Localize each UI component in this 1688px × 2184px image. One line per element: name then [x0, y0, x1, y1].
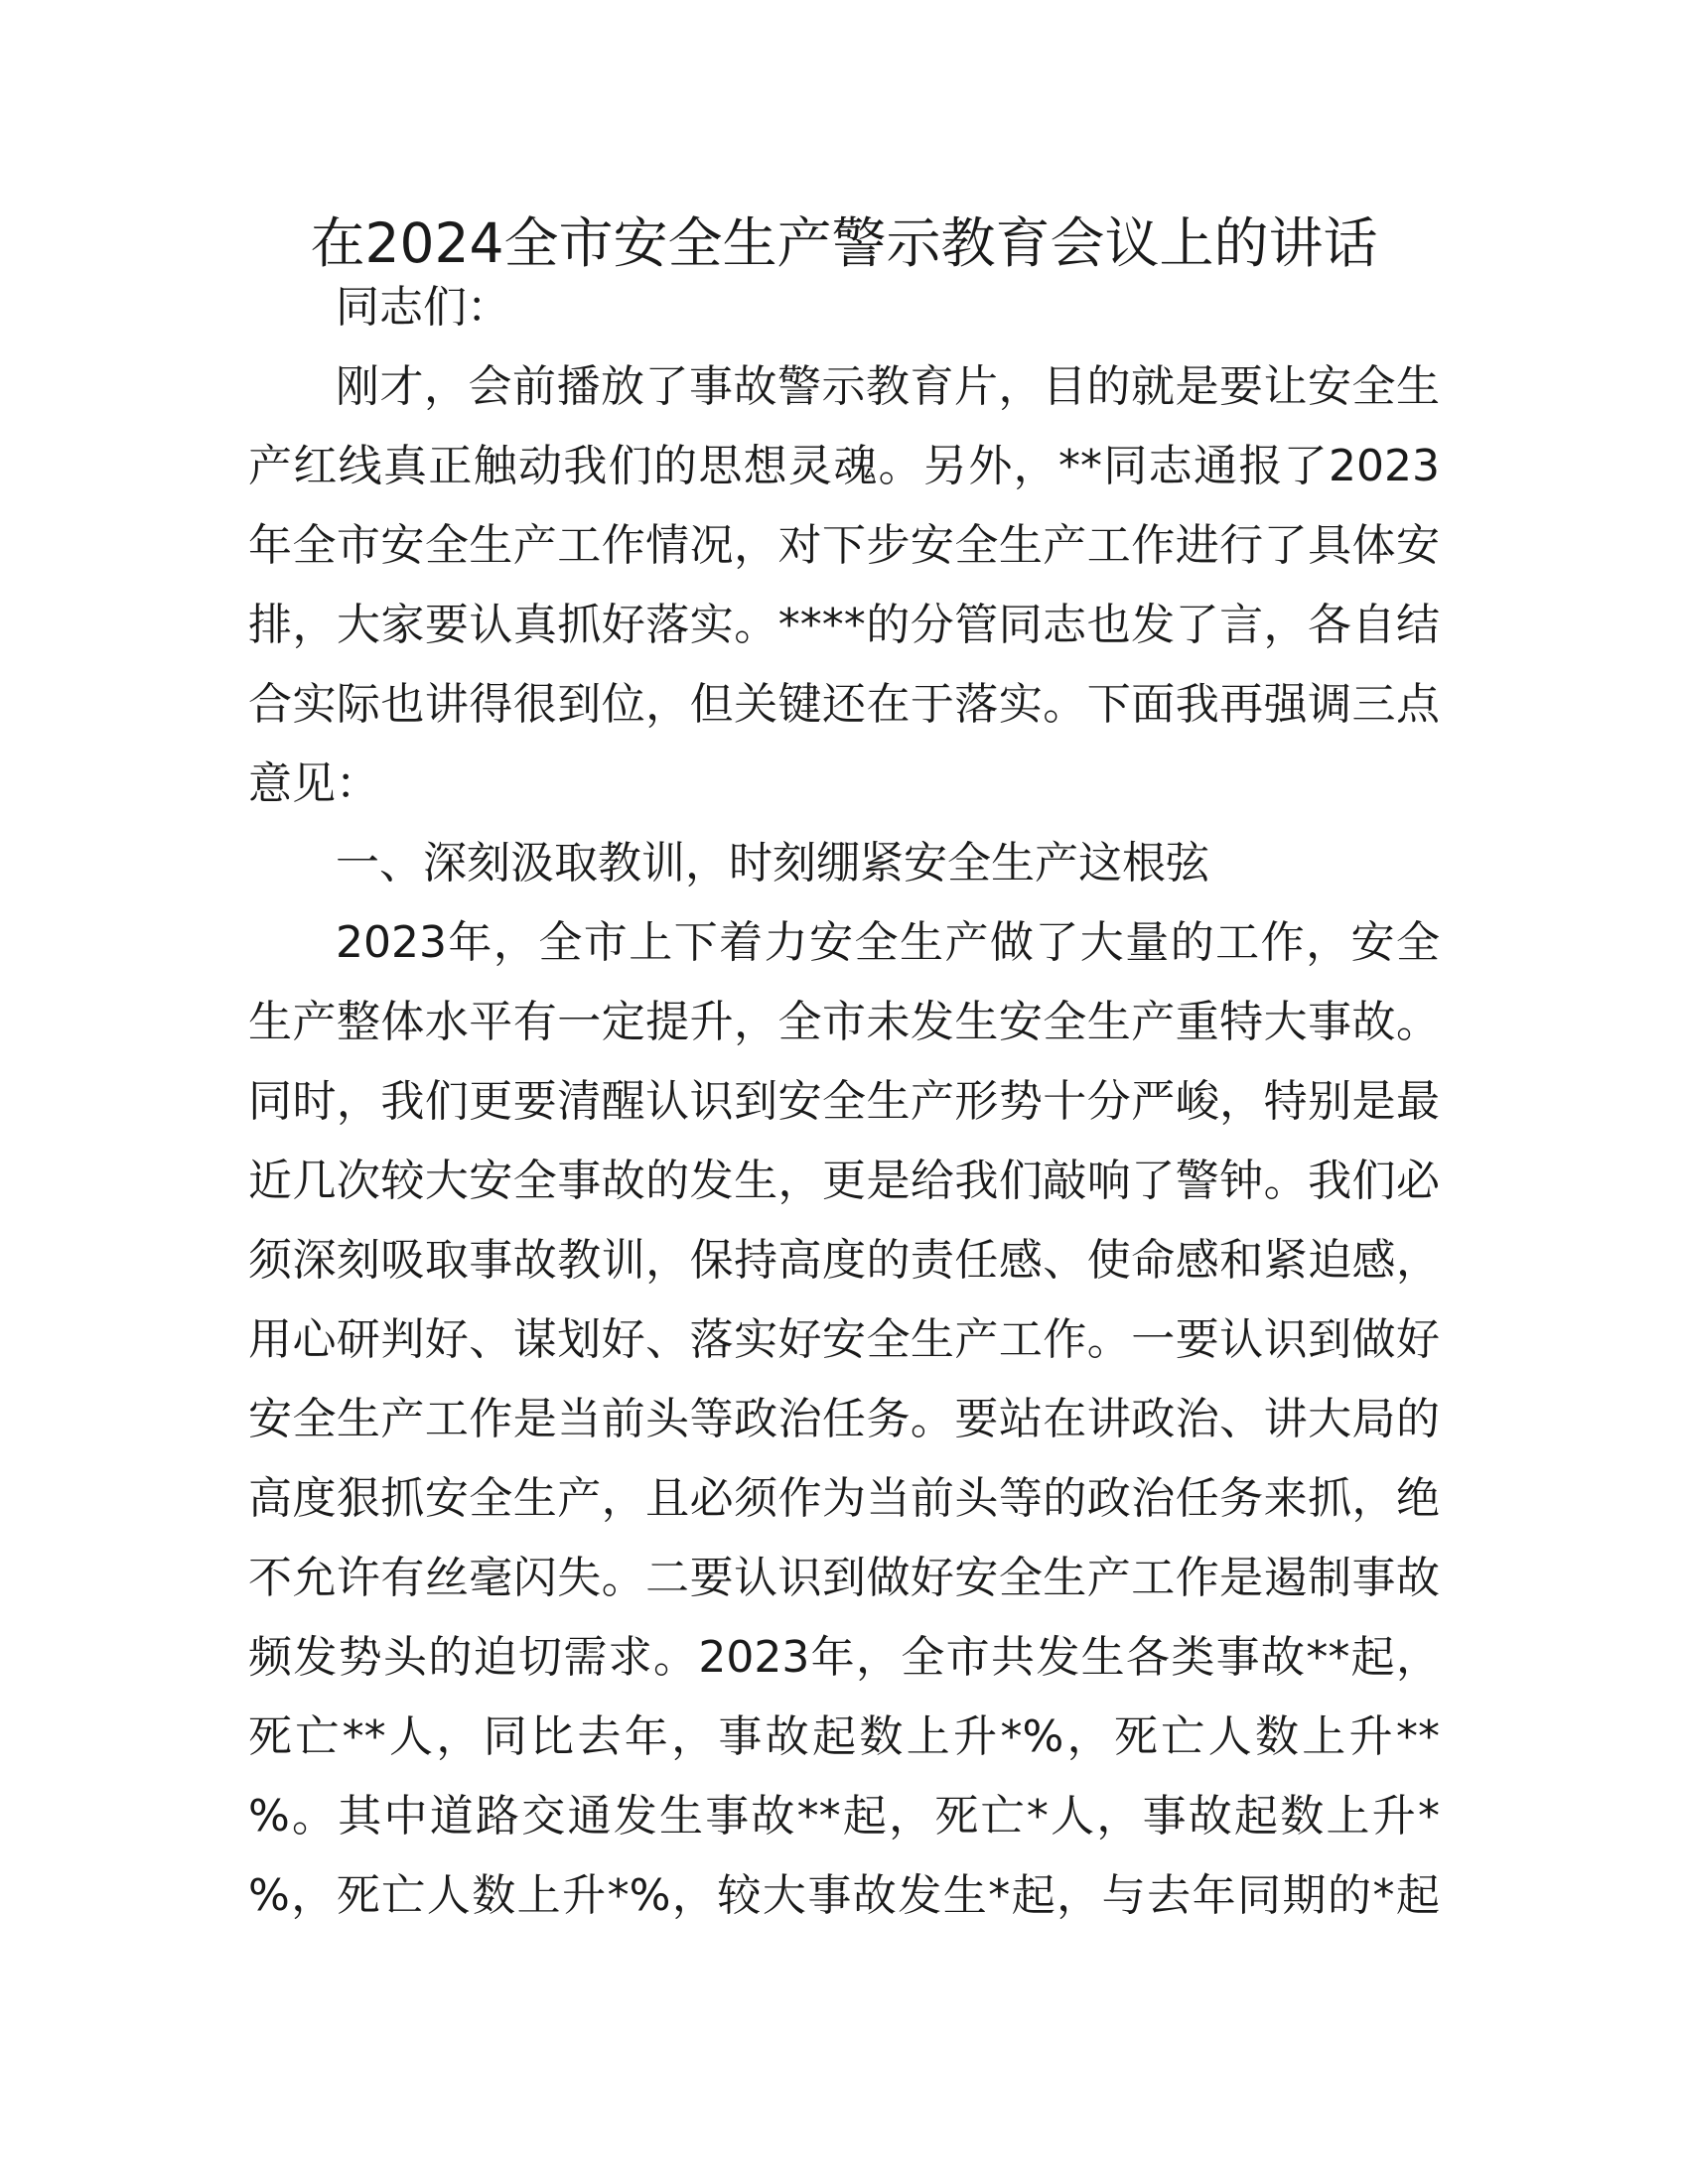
- document-title: 在2024全市安全生产警示教育会议上的讲话: [310, 211, 1378, 275]
- document-body: [248, 268, 1440, 1936]
- text-line: 频发势头的迫切需求。2023年，全市共发生各类事故**起，: [248, 1632, 1440, 1683]
- text-line: 高度狠抓安全生产，且必须作为当前头等的政治任务来抓，绝: [248, 1473, 1440, 1524]
- text-line: 须深刻吸取事故教训，保持高度的责任感、使命感和紧迫感，: [248, 1235, 1440, 1286]
- text-line: 不允许有丝毫闪失。二要认识到做好安全生产工作是遏制事故: [248, 1553, 1440, 1603]
- text-line: 产红线真正触动我们的思想灵魂。另外，**同志通报了2023: [248, 441, 1440, 491]
- text-line: 同时，我们更要清醒认识到安全生产形势十分严峻，特别是最: [248, 1076, 1440, 1127]
- text-line: 合实际也讲得很到位，但关键还在于落实。下面我再强调三点: [248, 679, 1440, 730]
- text-line: 安全生产工作是当前头等政治任务。要站在讲政治、讲大局的: [248, 1394, 1440, 1444]
- text-line: 生产整体水平有一定提升，全市未发生安全生产重特大事故。: [248, 997, 1440, 1047]
- text-line: %，死亡人数上升*%，较大事故发生*起，与去年同期的*起: [248, 1870, 1440, 1921]
- text-line: 刚才，会前播放了事故警示教育片，目的就是要让安全生: [336, 361, 1440, 412]
- text-line: 排，大家要认真抓好落实。****的分管同志也发了言，各自结: [248, 600, 1440, 650]
- text-line: 意见：: [248, 758, 379, 809]
- text-line: 近几次较大安全事故的发生，更是给我们敲响了警钟。我们必: [248, 1156, 1440, 1206]
- text-line: %。其中道路交通发生事故**起，死亡*人，事故起数上升*: [248, 1791, 1440, 1842]
- text-line: 一、深刻汲取教训，时刻绷紧安全生产这根弦: [336, 838, 1209, 888]
- text-line: 死亡**人，同比去年，事故起数上升*%，死亡人数上升**: [248, 1711, 1440, 1762]
- text-line: 2023年，全市上下着力安全生产做了大量的工作，安全: [336, 917, 1440, 968]
- text-line: 用心研判好、谋划好、落实好安全生产工作。一要认识到做好: [248, 1314, 1440, 1365]
- text-line: 同志们：: [336, 282, 510, 333]
- text-line: 年全市安全生产工作情况，对下步安全生产工作进行了具体安: [248, 520, 1440, 571]
